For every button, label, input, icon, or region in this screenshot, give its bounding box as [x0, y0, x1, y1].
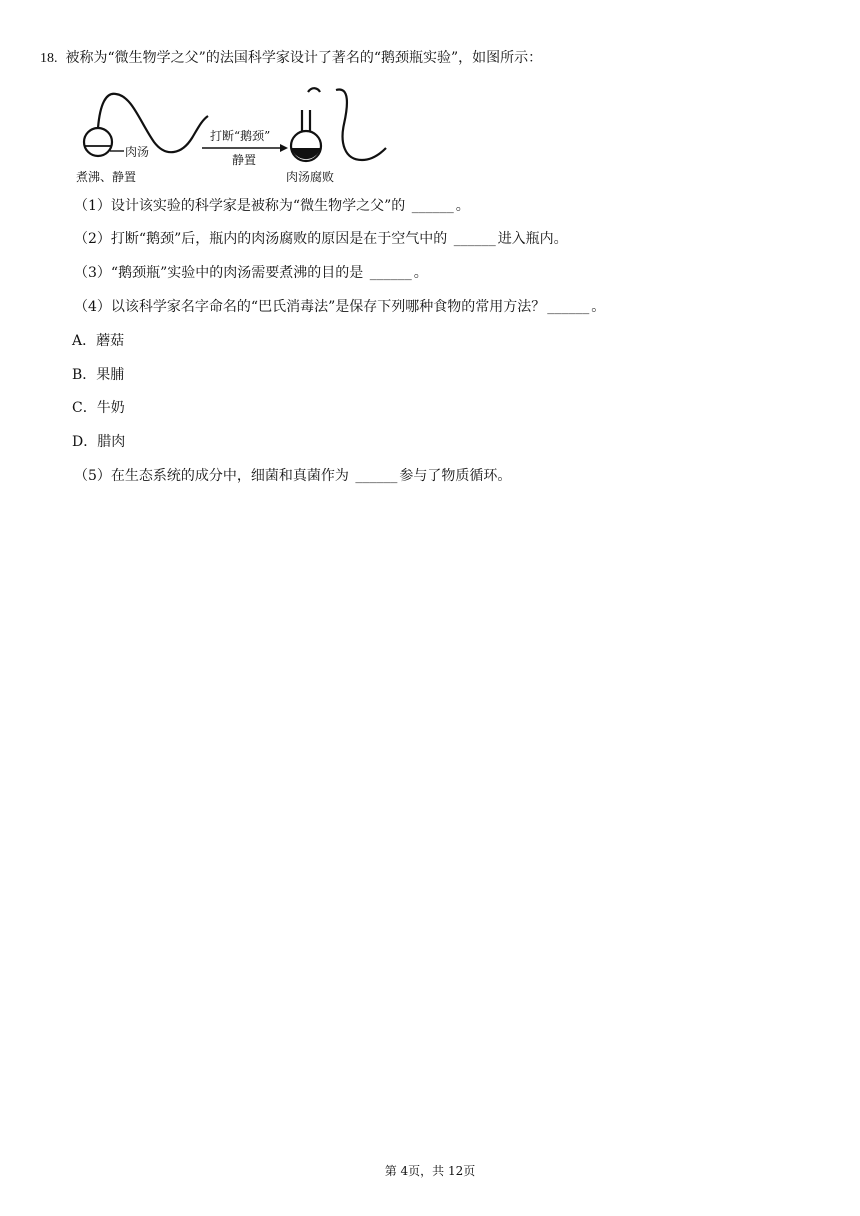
subquestion-5-text: （5）在生态系统的成分中，细菌和真菌作为 [74, 468, 349, 484]
option-a-letter: A． [72, 333, 97, 349]
subquestion-1-text: （1）设计该实验的科学家是被称为“微生物学之父”的 [74, 198, 406, 214]
left-flask-body [84, 128, 112, 156]
option-d-letter: D． [72, 434, 98, 450]
answer-blank-2[interactable]: ______ [453, 231, 496, 247]
subquestion-5-suffix: 参与了物质循环。 [399, 468, 512, 484]
label-spoiled: 肉汤腐败 [286, 170, 335, 184]
detached-swan-neck [336, 89, 386, 160]
subquestion-1 [74, 196, 470, 216]
label-break-neck: 打断“鹅颈” [210, 129, 271, 143]
subquestion-3-suffix: 。 [413, 265, 428, 281]
subquestion-4-suffix: 。 [591, 299, 606, 315]
answer-blank-1[interactable]: ______ [411, 198, 454, 214]
subquestion-4-text: （4）以该科学家名字命名的“巴氏消毒法”是保存下列哪种食物的常用方法？ [74, 299, 546, 315]
subquestion-3-text: （3）“鹅颈瓶”实验中的肉汤需要煮沸的目的是 [74, 265, 364, 281]
subquestion-3 [74, 263, 428, 283]
option-a-text: 蘑菇 [96, 333, 125, 349]
option-c[interactable] [72, 398, 125, 418]
answer-blank-5[interactable]: ______ [355, 468, 398, 484]
question-number: 18. [40, 51, 58, 66]
answer-blank-4[interactable]: ______ [547, 299, 590, 315]
option-b-letter: B． [72, 367, 97, 383]
option-d[interactable] [72, 432, 125, 452]
option-c-letter: C． [72, 400, 97, 416]
subquestion-2 [74, 229, 568, 249]
swan-neck-flask-diagram [74, 84, 392, 184]
left-flask-swan-neck [98, 94, 208, 152]
option-a[interactable] [72, 331, 124, 351]
option-c-text: 牛奶 [96, 400, 125, 416]
subquestion-1-suffix: 。 [455, 198, 470, 214]
swan-neck-flask-figure [74, 84, 392, 184]
subquestion-4 [74, 297, 605, 317]
option-b-text: 果脯 [96, 367, 125, 383]
broken-neck-tip [308, 88, 320, 92]
subquestion-5 [74, 466, 511, 486]
answer-blank-3[interactable]: ______ [369, 265, 412, 281]
arrow-head [280, 144, 288, 152]
label-boil: 煮沸、静置 [76, 170, 137, 184]
question-stem [40, 48, 542, 69]
right-flask-neck [302, 110, 310, 131]
label-broth: 肉汤 [125, 145, 150, 159]
subquestion-2-text: （2）打断“鹅颈”后，瓶内的肉汤腐败的原因是在于空气中的 [74, 231, 448, 247]
subquestion-2-suffix: 进入瓶内。 [497, 231, 568, 247]
option-d-text: 腊肉 [97, 434, 126, 450]
label-still: 静置 [232, 153, 257, 167]
page-footer: 第 4页，共 12页 [384, 1164, 476, 1178]
option-b[interactable] [72, 365, 124, 385]
question-stem-text: 被称为“微生物学之父”的法国科学家设计了著名的“鹅颈瓶实验”，如图所示： [65, 50, 543, 66]
